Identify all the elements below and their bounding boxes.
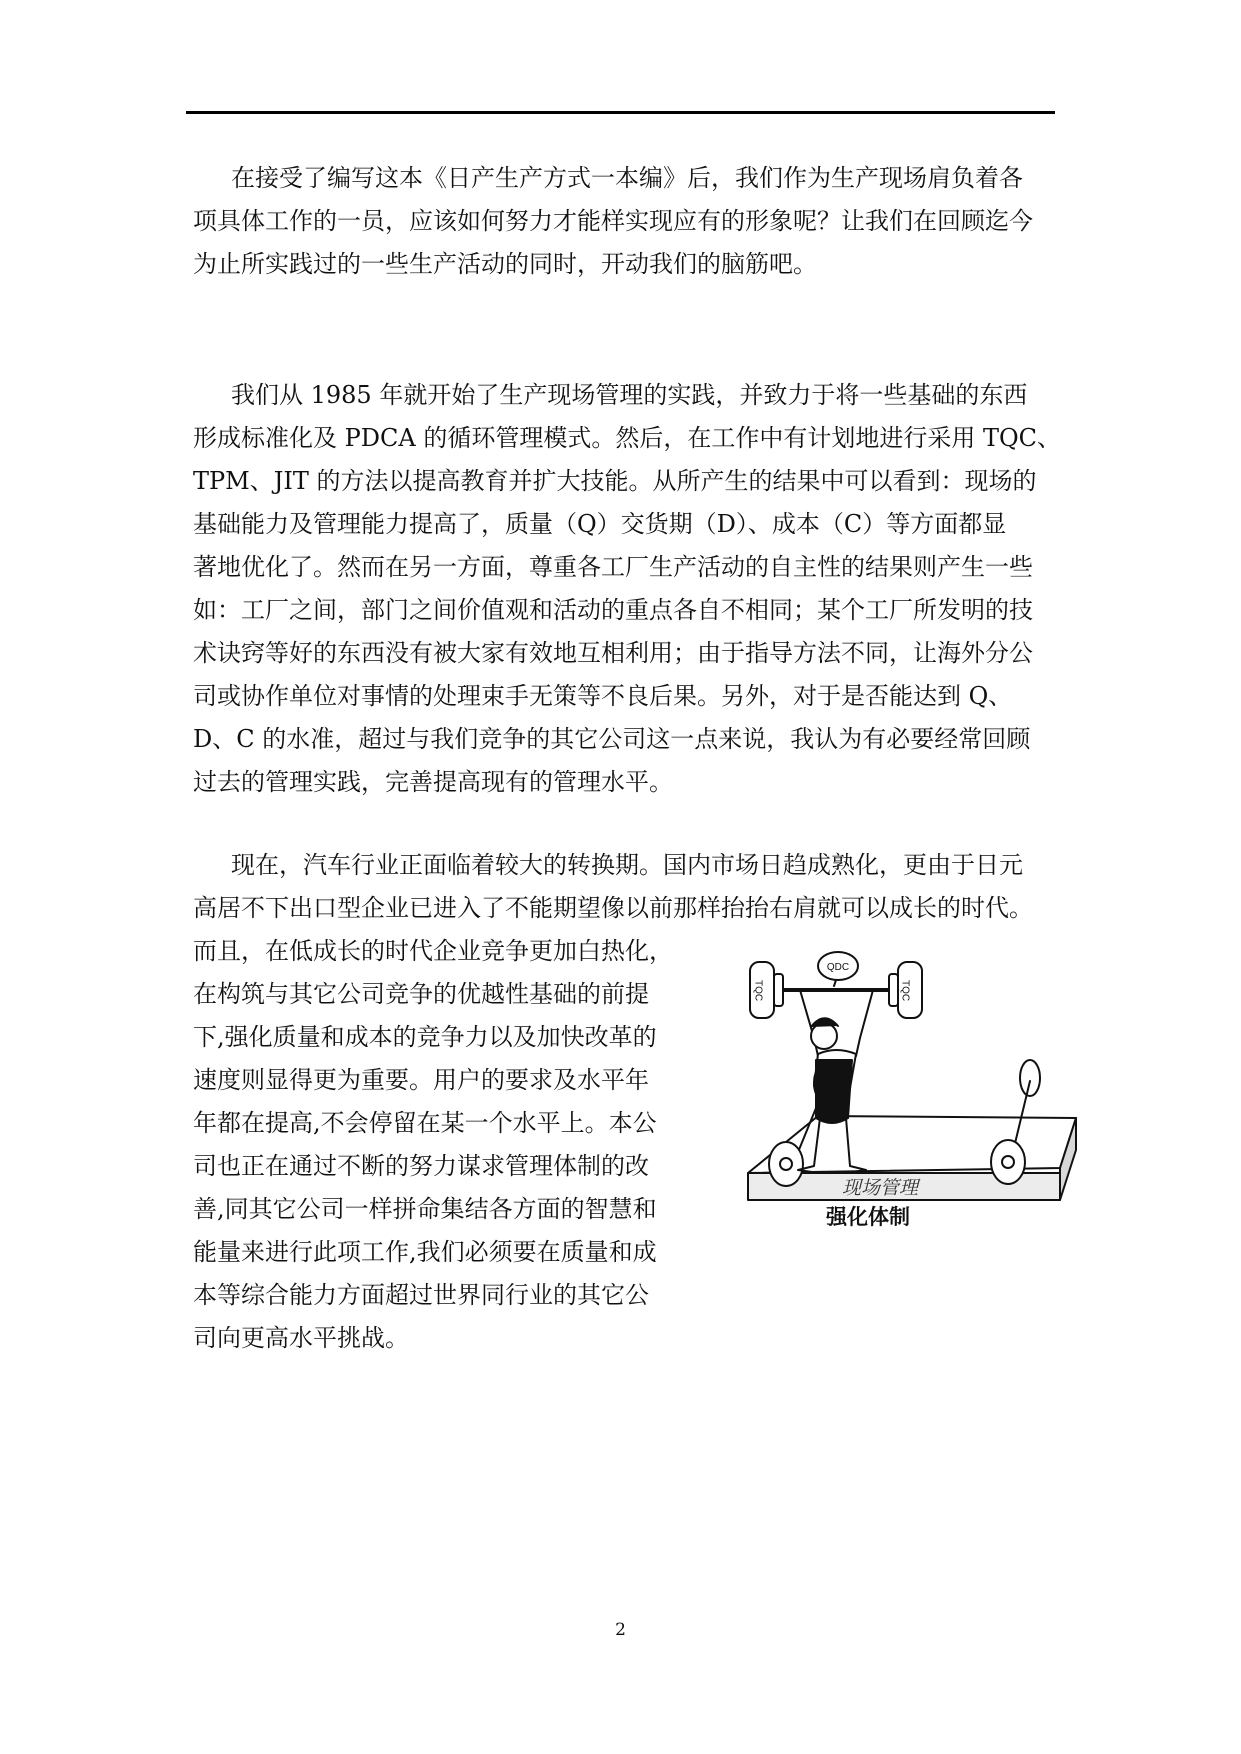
- text-line: 著地优化了。然而在另一方面，尊重各工厂生产活动的自主性的结果则产生一些: [193, 553, 1033, 581]
- text-line: 形成标准化及 PDCA 的循环管理模式。然后，在工作中有计划地进行采用 TQC、: [193, 424, 1062, 452]
- platform-label: 强化体制: [826, 1206, 910, 1229]
- text-line: 现在，汽车行业正面临着较大的转换期。国内市场日趋成熟化，更由于日元: [231, 851, 1023, 879]
- paragraph-1: [193, 157, 1055, 286]
- header-rule: [186, 111, 1055, 114]
- plate-right-text: TQC: [899, 980, 911, 1002]
- text-line: 基础能力及管理能力提高了，质量（Q）交货期（D）、成本（C）等方面都显: [193, 510, 1007, 538]
- text-line: 术诀窍等好的东西没有被大家有效地互相利用；由于指导方法不同，让海外分公: [193, 639, 1033, 667]
- text-line: 速度则显得更为重要。用户的要求及水平年: [193, 1066, 649, 1094]
- plate-left-text: TQC: [752, 980, 764, 1002]
- text-line: 如：工厂之间，部门之间价值观和活动的重点各自不相同；某个工厂所发明的技: [193, 596, 1033, 624]
- text-line: 高居不下出口型企业已进入了不能期望像以前那样抬抬右肩就可以成长的时代。: [193, 894, 1033, 922]
- weightlifter-illustration: [728, 948, 1083, 1300]
- paragraph-2: [193, 374, 1062, 804]
- text-line: 过去的管理实践，完善提高现有的管理水平。: [193, 768, 673, 796]
- platform-caption: 现场管理: [842, 1178, 919, 1199]
- text-line: 司向更高水平挑战。: [193, 1324, 409, 1352]
- text-line: 本等综合能力方面超过世界同行业的其它公: [193, 1281, 649, 1309]
- text-line: TPM、JIT 的方法以提高教育并扩大技能。从所产生的结果中可以看到：现场的: [193, 467, 1037, 495]
- text-line: 而且，在低成长的时代企业竞争更加白热化，: [193, 937, 673, 965]
- text-line: 在接受了编写这本《日产生产方式一本编》后，我们作为生产现场肩负着各: [231, 164, 1023, 192]
- text-line: 司也正在通过不断的努力谋求管理体制的改: [193, 1152, 649, 1180]
- text-line: 司或协作单位对事情的处理束手无策等不良后果。另外，对于是否能达到 Q、: [193, 682, 1013, 710]
- text-line: 能量来进行此项工作,我们必须要在质量和成: [193, 1238, 657, 1266]
- text-line: 善,同其它公司一样拼命集结各方面的智慧和: [193, 1195, 657, 1223]
- text-line: 我们从 1985 年就开始了生产现场管理的实践，并致力于将一些基础的东西: [231, 381, 1028, 409]
- text-line: 在构筑与其它公司竞争的优越性基础的前提: [193, 980, 649, 1008]
- text-line: 项具体工作的一员，应该如何努力才能样实现应有的形象呢？让我们在回顾迄今: [193, 207, 1033, 235]
- text-line: D、C 的水准，超过与我们竞争的其它公司这一点来说，我认为有必要经常回顾: [193, 725, 1031, 753]
- text-line: 下,强化质量和成本的竞争力以及加快改革的: [193, 1023, 657, 1051]
- page-number: 2: [615, 1620, 626, 1640]
- text-line: 为止所实践过的一些生产活动的同时，开动我们的脑筋吧。: [193, 250, 817, 278]
- text-line: 年都在提高,不会停留在某一个水平上。本公: [193, 1109, 657, 1137]
- bubble-text: QDC: [826, 962, 850, 973]
